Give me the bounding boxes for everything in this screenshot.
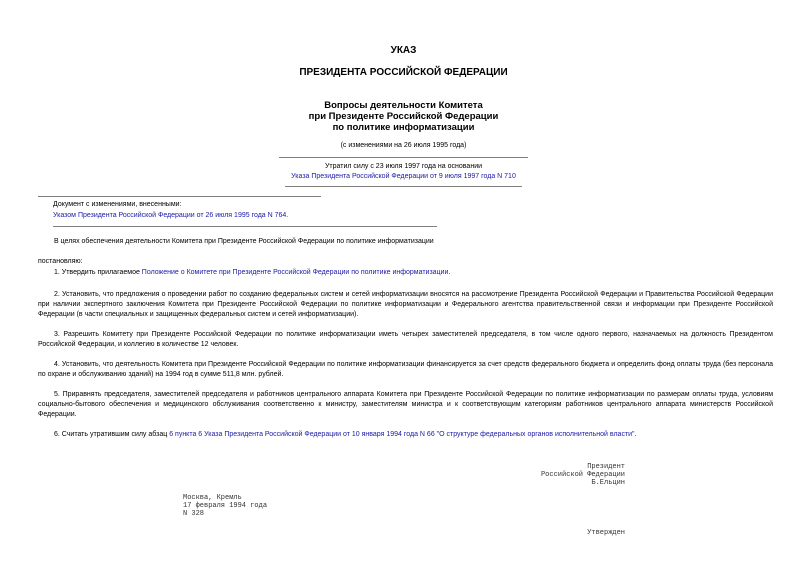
subtitle-line-2: при Президенте Российской Федерации: [308, 111, 499, 122]
paragraph-6-text: 6. Считать утратившим силу абзац: [54, 431, 170, 438]
date: 17 февраля 1994 года: [183, 502, 268, 510]
decree-number: N 328: [183, 510, 205, 518]
paragraph-4: 4. Установить, что деятельность Комитета при Президенте Российской Федерации по политике информатизации финансируется за счет средств федерального бюджета и определить фонд оплаты труда (без персонала по охране и обслуживанию зданий) на 1994 год в сумме 511,8 млн. рублей.: [38, 361, 773, 378]
place-date-block: [183, 494, 267, 518]
signature-block: [480, 463, 625, 487]
paragraph-1: [38, 268, 773, 278]
changes-label: Документ с изменениями, внесенными:: [53, 201, 182, 208]
paragraph-2: 2. Установить, что предложения о проведении работ по созданию федеральных систем и сетей информатизации вносятся на рассмотрение Президента Российской Федерации и Правительства Российской Федерации при наличии экспертного заключения Комитета при Президенте Российской Федерации по политике информатизации и Федерального агентства правительственной связи и информации при Президенте Российской Федерации (в части специальных и защищенных федеральных систем и сетей информатизации).: [38, 291, 773, 318]
signature-country: Российской Федерации: [540, 471, 625, 479]
paragraph-5: 5. Приравнять председателя, заместителей председателя и работников центрального аппарата Комитета при Президенте Российской Федерации по политике информатизации по размерам оплаты труда, условиям социально-бытового обеспечения и медицинского обслуживания соответственно к министру, заместителям министра и к соответствующим категориям работников центрального аппарата министерств Российской Федерации.: [38, 391, 773, 418]
divider-changes-top: [38, 196, 321, 197]
decree-66-link[interactable]: 6 пункта 6 Указа Президента Российской Федерации от 10 января 1994 года N 66 "О структуре федеральных органов исполнительной власти": [169, 431, 635, 438]
paragraph-1-text: 1. Утвердить прилагаемое: [54, 269, 142, 276]
decree-issuer: ПРЕЗИДЕНТА РОССИЙСКОЙ ФЕДЕРАЦИИ: [299, 67, 508, 78]
changes-note: (с изменениями на 26 июля 1995 года): [340, 142, 467, 149]
decree-title: УКАЗ: [390, 45, 417, 56]
signature-name: Б.Ельцин: [591, 479, 625, 487]
divider-expired: [285, 186, 522, 187]
expired-note: Утратил силу с 23 июля 1997 года на основании: [324, 163, 483, 170]
intro-paragraph: В целях обеспечения деятельности Комитета при Президенте Российской Федерации по политике информатизации: [54, 238, 434, 245]
subtitle-line-1: Вопросы деятельности Комитета: [324, 100, 483, 111]
divider-changes-bottom: [53, 226, 437, 227]
paragraph-3: 3. Разрешить Комитету при Президенте Российской Федерации по политике информатизации иметь четырех заместителей председателя, в том числе одного первого, назначаемых на должность Президентом Российской Федерации, и коллегию в количестве 12 человек.: [38, 331, 773, 348]
decree-word: постановляю:: [38, 258, 83, 265]
subtitle-line-3: по политике информатизации: [332, 122, 475, 133]
expired-link[interactable]: Указа Президента Российской Федерации от 9 июля 1997 года N 710: [291, 173, 516, 180]
place: Москва, Кремль: [183, 494, 242, 502]
paragraph-1-end: .: [448, 269, 451, 276]
signature-title: Президент: [587, 463, 625, 471]
changes-link[interactable]: Указом Президента Российской Федерации от 26 июля 1995 года N 764.: [53, 212, 289, 219]
divider-top: [279, 157, 528, 158]
approved-label: Утвержден: [587, 529, 625, 537]
paragraph-6-end: .: [634, 431, 637, 438]
regulation-link[interactable]: Положение о Комитете при Президенте Российской Федерации по политике информатизации: [141, 269, 449, 276]
paragraph-6: [38, 430, 773, 440]
